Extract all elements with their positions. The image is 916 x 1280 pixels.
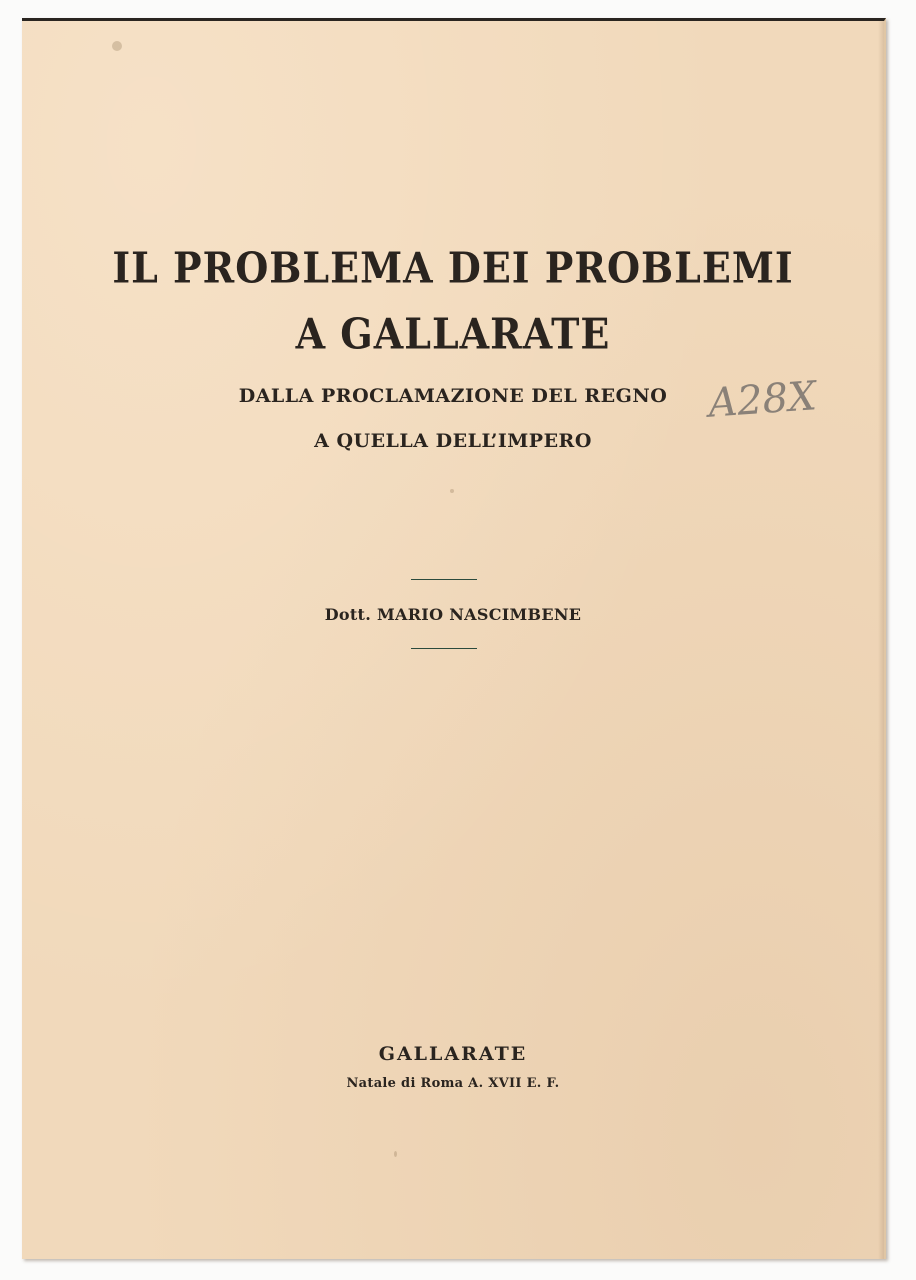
handwritten-pencil-mark [702, 361, 822, 431]
author-rule-bottom [411, 648, 477, 649]
author-rule-top [411, 579, 477, 580]
paper-speck [112, 41, 122, 51]
cover-edge-shadow [878, 21, 884, 1259]
author-name: Dott. MARIO NASCIMBENE [324, 605, 582, 624]
title-line-1: IL PROBLEMA DEI PROBLEMI [112, 242, 794, 293]
book-cover [22, 18, 886, 1259]
handwritten-mark-text: A28X [706, 373, 819, 427]
publication-place: GALLARATE [378, 1043, 528, 1065]
paper-speck [450, 489, 454, 493]
paper-speck [394, 1151, 397, 1157]
title-line-2: A GALLARATE [295, 308, 611, 359]
publication-date: Natale di Roma A. XVII E. F. [346, 1076, 560, 1091]
subtitle-line-2: A QUELLA DELL’IMPERO [314, 430, 592, 452]
subtitle-line-1: DALLA PROCLAMAZIONE DEL REGNO [238, 385, 668, 407]
